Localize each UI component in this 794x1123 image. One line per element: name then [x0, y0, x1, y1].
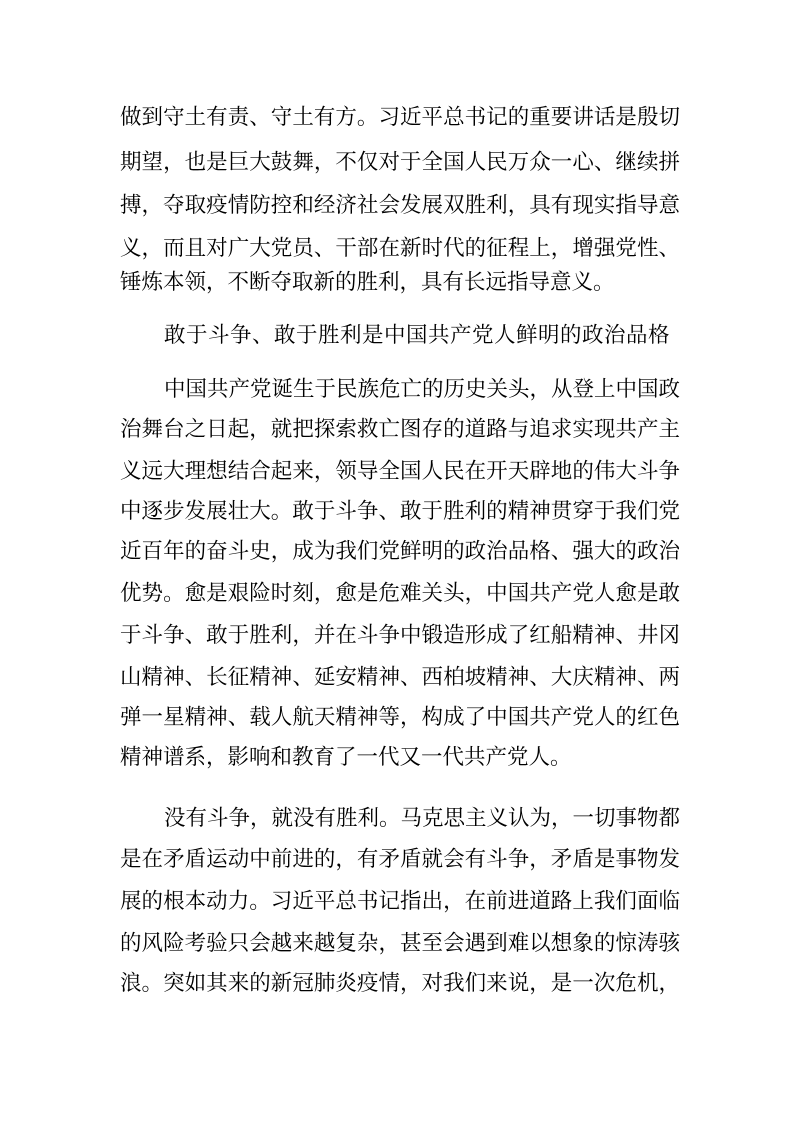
paragraph-2-line-9: 弹一星精神、载人航天精神等，构成了中国共产党人的红色 [120, 705, 680, 730]
paragraph-1-line-2: 期望，也是巨大鼓舞，不仅对于全国人民万众一心、继续拼 [120, 150, 680, 175]
paragraph-2-line-7: 于斗争、敢于胜利，并在斗争中锻造形成了红船精神、井冈 [120, 623, 680, 648]
paragraph-2-line-6: 优势。愈是艰险时刻，愈是危难关头，中国共产党人愈是敢 [120, 581, 680, 606]
paragraph-2-line-4: 中逐步发展壮大。敢于斗争、敢于胜利的精神贯穿于我们党 [120, 499, 680, 524]
paragraph-3-line-4: 的风险考验只会越来越复杂，甚至会遇到难以想象的惊涛骇 [120, 931, 680, 956]
paragraph-1-line-5: 锤炼本领，不断夺取新的胜利，具有长远指导意义。 [120, 270, 615, 295]
paragraph-2-line-10: 精神谱系，影响和教育了一代又一代共产党人。 [120, 745, 572, 770]
paragraph-3-line-2: 是在矛盾运动中前进的，有矛盾就会有斗争，矛盾是事物发 [120, 847, 680, 872]
paragraph-3-line-1: 没有斗争，就没有胜利。马克思主义认为，一切事物都 [164, 806, 681, 831]
paragraph-2-line-5: 近百年的奋斗史，成为我们党鲜明的政治品格、强大的政治 [120, 539, 680, 564]
paragraph-1-line-3: 搏，夺取疫情防控和经济社会发展双胜利，具有现实指导意 [120, 193, 680, 218]
paragraph-1-line-4: 义，而且对广大党员、干部在新时代的征程上，增强党性、 [120, 236, 680, 261]
paragraph-1-line-1: 做到守土有责、守土有方。习近平总书记的重要讲话是殷切 [120, 105, 680, 130]
section-heading: 敢于斗争、敢于胜利是中国共产党人鲜明的政治品格 [164, 323, 671, 348]
paragraph-2-line-2: 治舞台之日起，就把探索救亡图存的道路与追求实现共产主 [120, 417, 680, 442]
paragraph-2-line-3: 义远大理想结合起来，领导全国人民在开天辟地的伟大斗争 [120, 459, 680, 484]
paragraph-2-line-8: 山精神、长征精神、延安精神、西柏坡精神、大庆精神、两 [120, 665, 680, 690]
paragraph-2-line-1: 中国共产党诞生于民族危亡的历史关头，从登上中国政 [164, 377, 681, 402]
paragraph-3-line-3: 展的根本动力。习近平总书记指出，在前进道路上我们面临 [120, 889, 680, 914]
paragraph-3-line-5: 浪。突如其来的新冠肺炎疫情，对我们来说，是一次危机， [120, 971, 680, 996]
